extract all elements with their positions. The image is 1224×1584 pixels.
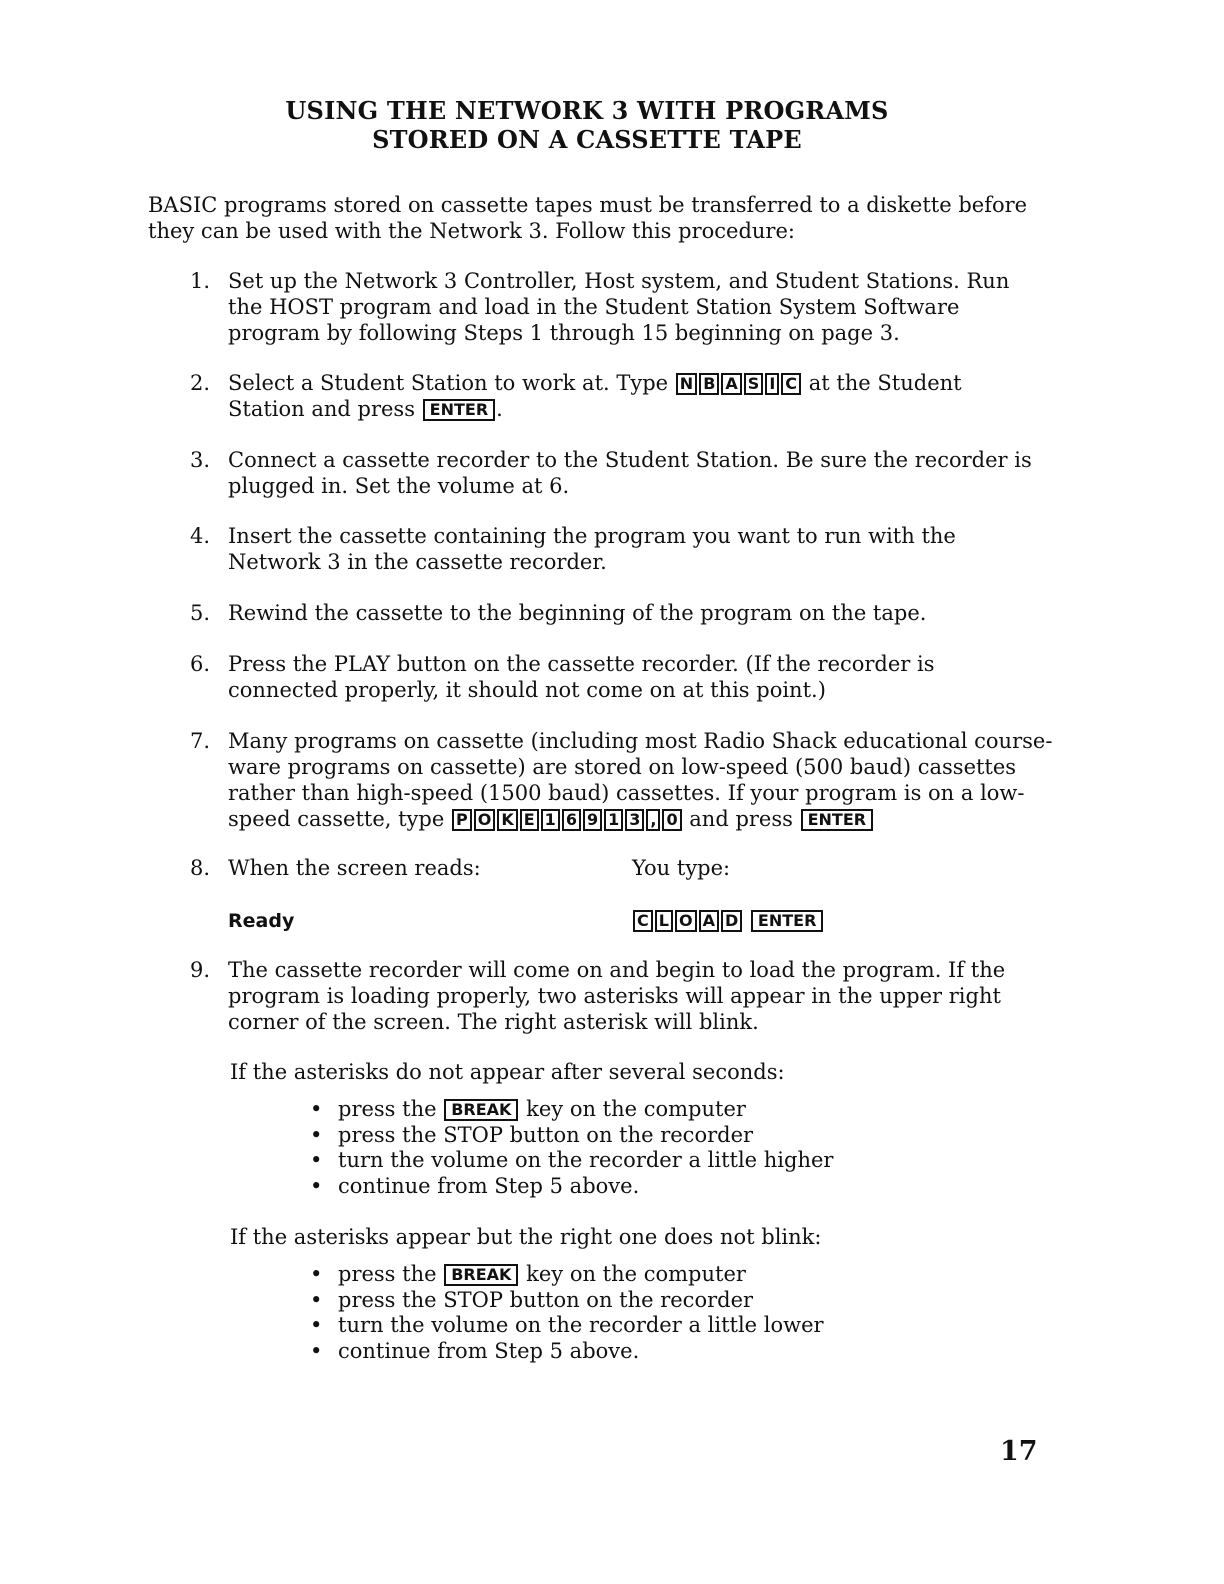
key-0: 0: [662, 809, 681, 831]
step-number: 1.: [190, 269, 211, 293]
step-text: the HOST program and load in the Student Station System Software: [228, 295, 960, 319]
step-text: The cassette recorder will come on and begin to load the program. If the: [228, 958, 1006, 982]
key-k: K: [497, 809, 517, 831]
step-text: Select a Student Station to work at. Type: [228, 371, 669, 395]
key-o: O: [675, 910, 697, 932]
key-enter: ENTER: [801, 809, 873, 831]
step-text: rather than high-speed (1500 baud) cassettes. If your program is on a low-: [228, 781, 1025, 805]
key-s: S: [744, 373, 764, 395]
you-type-label: You type:: [632, 856, 731, 880]
step-text: Rewind the cassette to the beginning of the program on the tape.: [228, 601, 927, 625]
key-break: BREAK: [444, 1099, 518, 1121]
bullet-dot: •: [310, 1287, 323, 1312]
case1-bullet-list: [310, 1097, 833, 1199]
step-number: 4.: [190, 524, 211, 548]
key-e: E: [520, 809, 539, 831]
page-number: 17: [1000, 1436, 1038, 1467]
screen-ready-text: Ready: [228, 910, 295, 932]
step-text: ware programs on cassette) are stored on low-speed (500 baud) cassettes: [228, 755, 1017, 779]
list-item: [310, 1148, 833, 1174]
step-text: program by following Steps 1 through 15 beginning on page 3.: [228, 321, 900, 345]
step-number: 2.: [190, 371, 211, 395]
step-number: 7.: [190, 729, 211, 753]
bullet-text: key on the computer: [526, 1262, 746, 1286]
bullet-text: key on the computer: [526, 1097, 746, 1121]
list-item: [310, 1097, 833, 1123]
list-item: [310, 1262, 824, 1288]
bullet-dot: •: [310, 1097, 323, 1121]
key-1: 1: [604, 809, 623, 831]
bullet-dot: •: [310, 1338, 323, 1363]
step-text: speed cassette, type: [228, 807, 445, 831]
step-number: 6.: [190, 652, 211, 676]
bullet-dot: •: [310, 1122, 323, 1147]
key-n: N: [676, 373, 697, 395]
bullet-text: continue from Step 5 above.: [338, 1338, 640, 1363]
bullet-text: turn the volume on the recorder a little higher: [338, 1148, 834, 1172]
step-number: 5.: [190, 601, 211, 625]
key-enter: ENTER: [423, 399, 495, 421]
step-text: Network 3 in the cassette recorder.: [228, 550, 607, 574]
step-text: at the Student: [808, 371, 962, 395]
key-l: L: [655, 910, 673, 932]
key-p: P: [452, 809, 472, 831]
screen-reads-label: When the screen reads:: [228, 856, 481, 880]
bullet-text: continue from Step 5 above.: [338, 1173, 640, 1198]
key-a: A: [721, 373, 741, 395]
step-number: 3.: [190, 448, 211, 472]
step-text: Many programs on cassette (including most Radio Shack educational course-: [228, 729, 1053, 753]
key-1: 1: [541, 809, 560, 831]
key-d: D: [721, 910, 742, 932]
key-o: O: [474, 809, 496, 831]
step-text: Insert the cassette containing the program you want to run with the: [228, 524, 956, 548]
bullet-text: press the STOP button on the recorder: [338, 1287, 754, 1312]
step-text: program is loading properly, two asterisks will appear in the upper right: [228, 984, 1001, 1008]
key-6: 6: [562, 809, 581, 831]
key-9: 9: [583, 809, 602, 831]
step-text: corner of the screen. The right asterisk will blink.: [228, 1010, 759, 1034]
step-text: Connect a cassette recorder to the Student Station. Be sure the recorder is: [228, 448, 1032, 472]
intro-line-1: BASIC programs stored on cassette tapes must be transferred to a diskette before: [148, 193, 1028, 217]
list-item: [310, 1339, 824, 1365]
key-break: BREAK: [444, 1264, 518, 1286]
bullet-dot: •: [310, 1262, 323, 1286]
key-b: B: [699, 373, 719, 395]
page-title: [0, 96, 1174, 154]
key-a: A: [699, 910, 719, 932]
key-3: 3: [625, 809, 644, 831]
title-line-1: USING THE NETWORK 3 WITH PROGRAMS: [285, 96, 889, 125]
step-text: Set up the Network 3 Controller, Host system, and Student Stations. Run: [228, 269, 1010, 293]
step-text: connected properly, it should not come on at this point.): [228, 678, 826, 702]
intro-paragraph: [148, 192, 1027, 244]
key-c: C: [633, 910, 653, 932]
bullet-dot: •: [310, 1313, 323, 1337]
bullet-text: press the: [338, 1262, 437, 1286]
case2-heading: If the asterisks appear but the right one does not blink:: [230, 1225, 822, 1249]
title-line-2: STORED ON A CASSETTE TAPE: [372, 125, 802, 154]
bullet-dot: •: [310, 1173, 323, 1198]
bullet-text: turn the volume on the recorder a little lower: [338, 1313, 824, 1337]
list-item: [310, 1174, 833, 1200]
step-text: .: [496, 397, 503, 421]
bullet-text: press the STOP button on the recorder: [338, 1122, 754, 1147]
case1-heading: If the asterisks do not appear after several seconds:: [230, 1060, 785, 1084]
bullet-text: press the: [338, 1097, 437, 1121]
key-i: I: [765, 373, 779, 395]
key-enter: ENTER: [751, 910, 823, 932]
list-item: [310, 1288, 824, 1314]
list-item: [310, 1123, 833, 1149]
intro-line-2: they can be used with the Network 3. Follow this procedure:: [148, 219, 795, 243]
list-item: [310, 1313, 824, 1339]
key-comma: ,: [646, 809, 660, 831]
step-text: and press: [689, 807, 793, 831]
case2-bullet-list: [310, 1262, 824, 1364]
bullet-dot: •: [310, 1148, 323, 1172]
step-text: Station and press: [228, 397, 415, 421]
step-text: plugged in. Set the volume at 6.: [228, 474, 570, 498]
step-number: 9.: [190, 958, 211, 982]
step-text: Press the PLAY button on the cassette recorder. (If the recorder is: [228, 652, 935, 676]
key-c: C: [781, 373, 801, 395]
step-number: 8.: [190, 856, 211, 880]
